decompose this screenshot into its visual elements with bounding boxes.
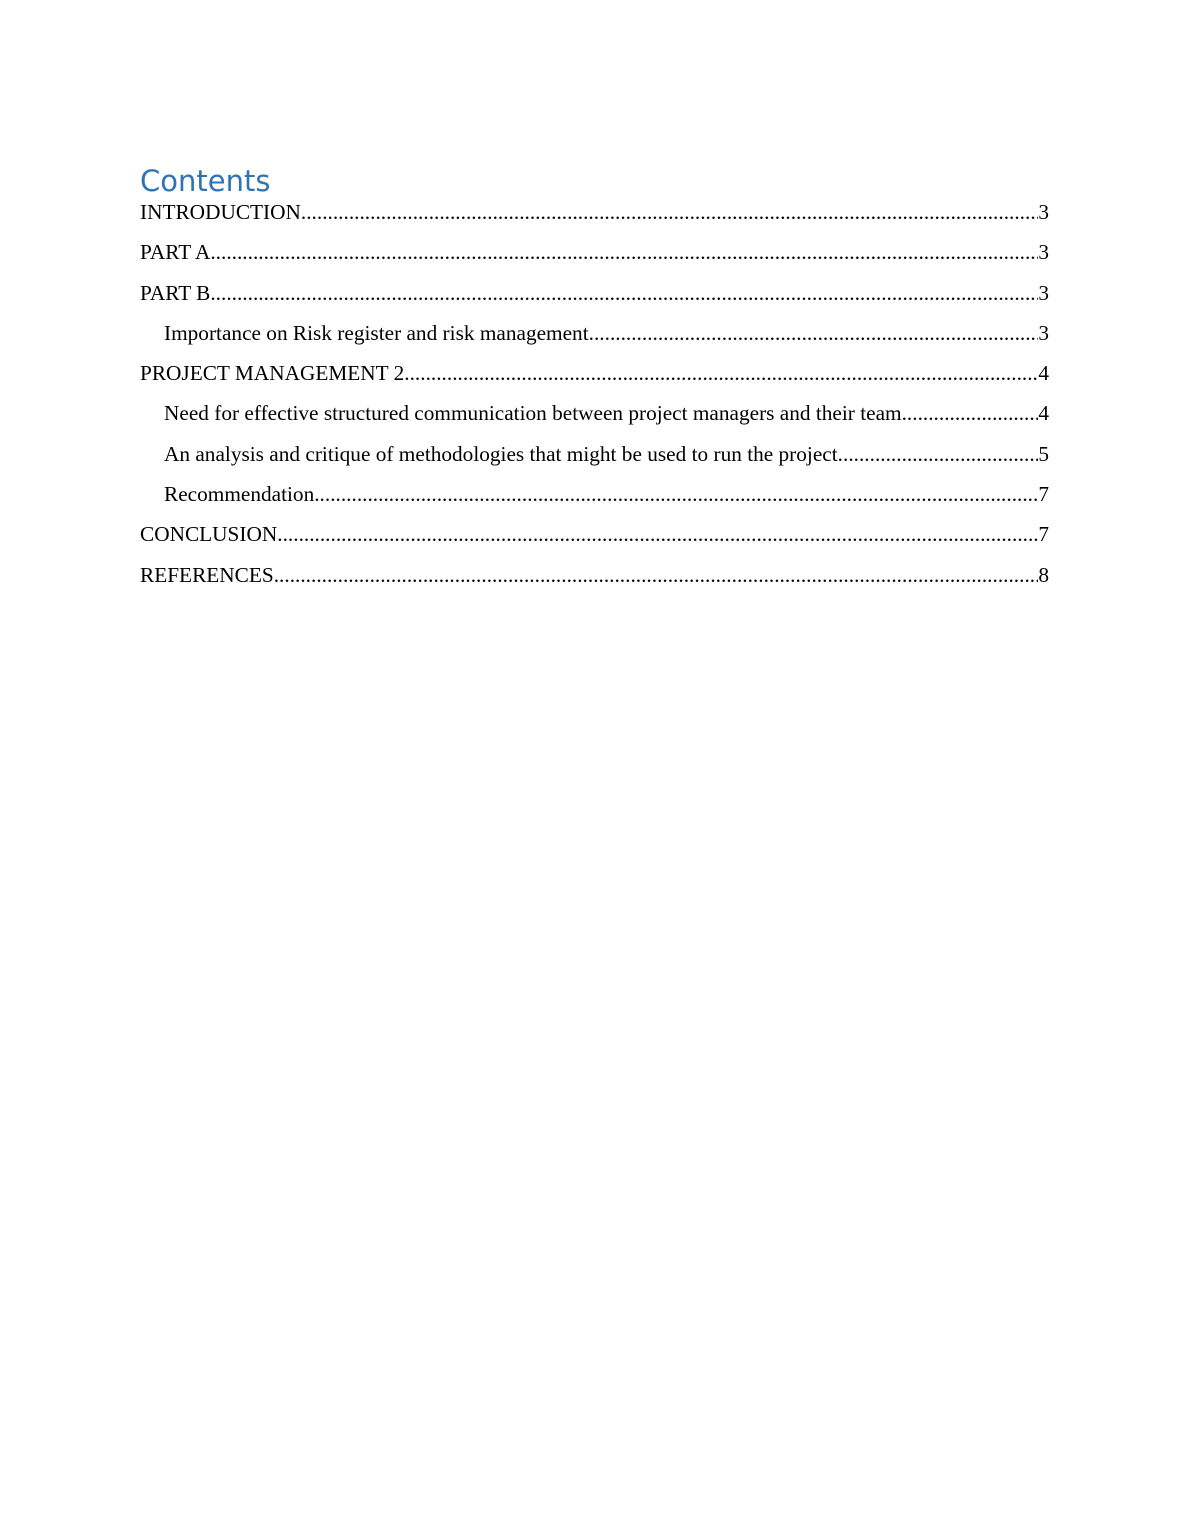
toc-entry-label: PART A [140, 240, 211, 265]
toc-dot-leader [902, 401, 1039, 426]
toc-page-number: 4 [1038, 361, 1049, 386]
toc-dot-leader [838, 442, 1039, 467]
toc-entry-introduction[interactable] [140, 200, 1049, 240]
toc-entry-conclusion[interactable] [140, 522, 1049, 562]
toc-entry-references[interactable] [140, 563, 1049, 603]
table-of-contents [140, 200, 1049, 603]
toc-page-number: 4 [1038, 401, 1049, 426]
toc-heading: Contents [140, 164, 271, 198]
toc-entry-label: Recommendation [164, 482, 315, 507]
toc-page-number: 7 [1038, 482, 1049, 507]
toc-dot-leader [301, 200, 1038, 225]
toc-entry-part-a[interactable] [140, 240, 1049, 280]
toc-entry-project-management-2[interactable] [140, 361, 1049, 401]
toc-page-number: 5 [1038, 441, 1049, 466]
toc-dot-leader [210, 240, 1038, 265]
toc-entry-label: REFERENCES [140, 562, 274, 587]
toc-page-number: 3 [1038, 280, 1049, 305]
toc-page-number: 8 [1038, 562, 1049, 587]
toc-entry-label: Importance on Risk register and risk management [164, 320, 589, 345]
toc-dot-leader [589, 321, 1039, 346]
toc-entry-label: CONCLUSION [140, 522, 278, 547]
toc-dot-leader [277, 522, 1038, 547]
toc-entry-recommendation[interactable] [140, 482, 1049, 522]
toc-entry-label: Need for effective structured communication between project managers and their team [164, 401, 902, 426]
toc-dot-leader [314, 482, 1038, 507]
toc-entry-label: PART B [140, 280, 211, 305]
toc-entry-label: INTRODUCTION [140, 200, 301, 224]
toc-page-number: 3 [1038, 240, 1049, 265]
toc-page-number: 3 [1038, 320, 1049, 345]
toc-dot-leader [274, 563, 1039, 588]
toc-entry-part-b[interactable] [140, 281, 1049, 321]
toc-page-number: 7 [1038, 522, 1049, 547]
toc-page-number: 3 [1038, 200, 1049, 224]
toc-dot-leader [210, 281, 1038, 306]
toc-dot-leader [404, 361, 1038, 386]
toc-entry-structured-communication[interactable] [140, 401, 1049, 441]
toc-entry-label: An analysis and critique of methodologies that might be used to run the project [164, 441, 838, 466]
toc-entry-risk-register[interactable] [140, 321, 1049, 361]
toc-entry-label: PROJECT MANAGEMENT 2 [140, 361, 405, 386]
toc-entry-methodologies-analysis[interactable] [140, 442, 1049, 482]
